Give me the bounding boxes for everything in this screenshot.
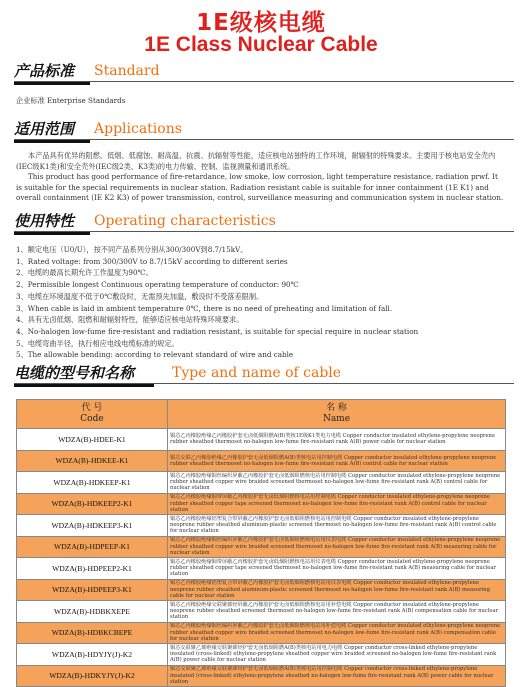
column-header-name-cn: 名 称 (326, 403, 347, 413)
cable-code: WDZA(B)-HDKYJY(J)-K2 (17, 665, 168, 687)
section-heading-cn: 使用特性 (14, 212, 75, 230)
table-row (17, 558, 506, 580)
cable-name: 铜芯乙丙橡胶绝缘铝塑复合带屏蔽乙丙橡胶护套无卤低烟阻燃核电站用仪表电缆 Copper conductor insulated ethylene-propylene neoprene rubber sheathed aluminum-plastic screened thermoset no-halogen low-fume fire-resistant rank A(B) measuring cable for nuclear station (168, 579, 506, 601)
cable-type-table (16, 399, 506, 687)
page-title-cn: 1E级核电缆 (196, 10, 326, 36)
table-row (17, 493, 506, 515)
cable-name: 铜芯交联乙丙橡胶绝缘乙丙橡胶护套无卤低烟阻燃A(B)类核电站用控制电缆 Copper conductor insulated ethylene-propylene neoprene rubber sheathed thermoset no-halogen low-fume fire-resistant rank A(B) control cable for nuclear station (168, 450, 506, 472)
table-row (17, 515, 506, 537)
cable-code: WDZA(B)-HDKEEP3-K1 (17, 515, 168, 537)
cable-name: 铜芯乙丙橡胶绝缘乙丙橡胶护套无卤低烟阻燃A(B)类核1E级K1类电力电缆 Copper conductor insulated ethylene-propylene neoprene rubber sheathed thermoset no-halogen low-fume fire-resistant rank A(B) power cable for nuclear station (168, 429, 506, 451)
operating-item: 5、电缆弯曲半径，执行相应电线电缆标准的规定。 (16, 338, 179, 348)
table-row (17, 622, 506, 644)
cable-code: WDZA(B)-HDEE-K1 (17, 429, 168, 451)
section-applications-header (14, 118, 514, 140)
section-heading-en: Type and name of cable (172, 365, 342, 381)
cable-code: WDZA(B)-HDPEEP2-K1 (17, 558, 168, 580)
cable-code: WDZA(B)-HDBKCBEPE (17, 622, 168, 644)
cable-name: 铜芯乙丙橡胶绝缘交联聚烯烃屏蔽乙丙橡胶护套无卤低烟阻燃核电站用补偿电缆 Copper conductor insulated ethylene-propylene neoprene rubber sheathed screened thermoset no-halogen low-fume fire-resistant rank A(B) compensation cable for nuclear station (168, 601, 506, 623)
section-types-header (14, 362, 514, 384)
section-operating-header (14, 210, 514, 232)
operating-item: 2、Permissible longest Continuous operating temperature of conductor: 90℃ (16, 280, 299, 290)
column-header-code (17, 400, 168, 429)
table-row (17, 450, 506, 472)
operating-item: 4、具有无卤低烟、阻燃和耐辐射特性，能够适应核电站特殊环境要求。 (16, 315, 244, 325)
cable-name: 铜芯乙丙橡胶绝缘铜丝编织屏蔽乙丙橡胶护套无卤低烟阻燃核电站用仪表电缆 Copper conductor insulated ethylene-propylene neoprene rubber sheathed copper wire braided screened thermoset no-halogen low-fume fire-resistant rank A(B) measuring cable for nuclear station (168, 536, 506, 558)
section-heading-en: Applications (94, 121, 182, 137)
operating-item: 1、Rated voltage: from 300/300V to 8.7/15kV according to different series (16, 256, 288, 266)
cable-code: WDZA(B)-HDPEEP-K1 (17, 536, 168, 558)
cable-code: WDZA(B)-HDYJY(J)-K2 (17, 644, 168, 666)
operating-item: 4、No-halogen low-fume fire-resistant and radiation resistant, is suitable for special require in nuclear station (16, 326, 419, 336)
cable-name: 铜芯交联聚乙烯绝缘交联聚烯烃护套无卤低烟阻燃A(B)类核电站用控制电缆 Copper conductor cross-linked ethylene-propylene insulated (cross-linked) ethylene-propylene sheathed no-halogen low-fume fire-resistant rank A(B) power cable for nuclear station (168, 665, 506, 687)
cable-code: WDZA(B)-HDBKXEPE (17, 601, 168, 623)
page-title-en: 1E Class Nuclear Cable (144, 33, 378, 56)
cable-name: 铜芯乙丙橡胶绝缘铝塑复合带屏蔽乙丙橡胶护套无卤低烟阻燃核电站用控制电缆 Copper conductor insulated ethylene-propylene neoprene rubber sheathed aluminum-plastic screened thermoset no-halogen low-fume fire-resistant rank A(B) control cable for nuclear station (168, 515, 506, 537)
table-row (17, 579, 506, 601)
operating-item: 3、电缆在环境温度不低于0℃敷设时，无需预先加温，敷设时不受落差限制。 (16, 291, 264, 301)
table-row (17, 601, 506, 623)
section-bar (14, 232, 90, 235)
column-header-name (168, 400, 506, 429)
section-heading-en: Operating characteristics (94, 213, 276, 229)
cable-name: 铜芯乙丙橡胶绝缘铜带屏蔽乙丙橡胶护套无卤低烟阻燃核电站用控制电缆 Copper conductor insulated ethylene-propylene neoprene rubber sheathed copper tape screened thermoset no-halogen low-fume fire-resistant rank A(B) control cable for nuclear station (168, 493, 506, 515)
section-heading-cn: 电缆的型号和名称 (14, 364, 135, 382)
cable-name: 铜芯交联聚乙烯绝缘交联聚烯烃护套无卤低烟阻燃A(B)类核电站用电力电缆 Copper conductor cross-linked ethylene-propylene insulated (cross-linked) ethylene-propylene sheathed copper wire braided screened no-halogen low-fume fire-resistant rank A(B) power cable for nuclear station (168, 644, 506, 666)
operating-item: 5、The allowable bending: according to relevant standard of wire and cable (16, 350, 294, 360)
cable-code: WDZA(B)-HDPEEP3-K1 (17, 579, 168, 601)
cable-code: WDZA(B)-HDKEEP2-K1 (17, 493, 168, 515)
cable-code: WDZA(B)-HDKEEP-K1 (17, 472, 168, 494)
column-header-code-en: Code (80, 414, 104, 424)
section-bar (14, 140, 90, 143)
table-header-row (17, 400, 506, 429)
column-header-code-cn: 代 号 (81, 403, 103, 413)
section-heading-en: Standard (94, 63, 160, 79)
section-standard-header (14, 60, 514, 82)
operating-list (16, 244, 506, 361)
operating-item: 2、电缆的最高长期允许工作温度为90℃。 (16, 268, 153, 278)
table-row (17, 429, 506, 451)
cable-name: 铜芯乙丙橡胶绝缘铜带屏蔽乙丙橡胶护套无卤低烟阻燃核电站用仪表电缆 Copper conductor insulated ethylene-propylene neoprene rubber sheathed copper tape screened thermoset no-halogen low-fume fire-resistant rank A(B) measuring cable for nuclear station (168, 558, 506, 580)
operating-item: 3、When cable is laid in ambient temperature 0℃, there is no need of preheating and limitation of fall. (16, 303, 393, 313)
column-header-name-en: Name (322, 414, 351, 424)
section-bar (14, 384, 154, 387)
table-row (17, 665, 506, 687)
cable-code: WDZA(B)-HDKEE-K1 (17, 450, 168, 472)
section-heading-cn: 产品标准 (14, 62, 75, 80)
table-row (17, 536, 506, 558)
section-heading-cn: 适用范围 (14, 120, 75, 138)
table-row (17, 644, 506, 666)
applications-text-cn: 本产品具有优异的阻燃、低烟、低腐蚀、耐高温、抗震、抗辐射等性能，适应核电站独特的工作环境，耐辐射的特殊要求。主要用于核电站安全壳内(IEC级K1类)和安全壳外(IEC级2类、K3类)的电力传输、控制、监视测量和通讯系统。 (16, 151, 496, 171)
applications-text-en: This product has good performance of fire-retardance, low smoke, low corrosion, light temperature resistance, radiation prwf. It is suitable for the special requirements in nuclear station. Radiation resistant cable is suitable for inner containment (1E K1) and overall containment (IE K2 K3) of power transmission, control, surveillance measuring and communication system in nuclear station. (16, 172, 504, 203)
operating-item: 1、额定电压（U0/U），按不同产品系列分别从300/300V到8.7/15kV。 (16, 245, 248, 254)
table-row (17, 472, 506, 494)
cable-name: 铜芯乙丙橡胶绝缘铜丝编织屏蔽乙丙橡胶护套无卤低烟阻燃核电站用补偿电缆 Copper conductor insulated ethylene-propylene neoprene rubber sheathed copper wire braided screened thermoset no-halogen low-fume fire-resistant rank A(B) compensation cable for nuclear station (168, 622, 506, 644)
standard-text: 企业标准 Enterprise Standards (16, 96, 126, 105)
section-bar (14, 82, 90, 85)
cable-name: 铜芯乙丙橡胶绝缘铜丝编织屏蔽乙丙橡胶护套无卤低烟阻燃核电站用控制电缆 Copper conductor insulated ethylene-propylene neoprene rubber sheathed copper wire braided screened thermoset no-halogen low-fume fire-resistant rank A(B) control cable for nuclear station (168, 472, 506, 494)
